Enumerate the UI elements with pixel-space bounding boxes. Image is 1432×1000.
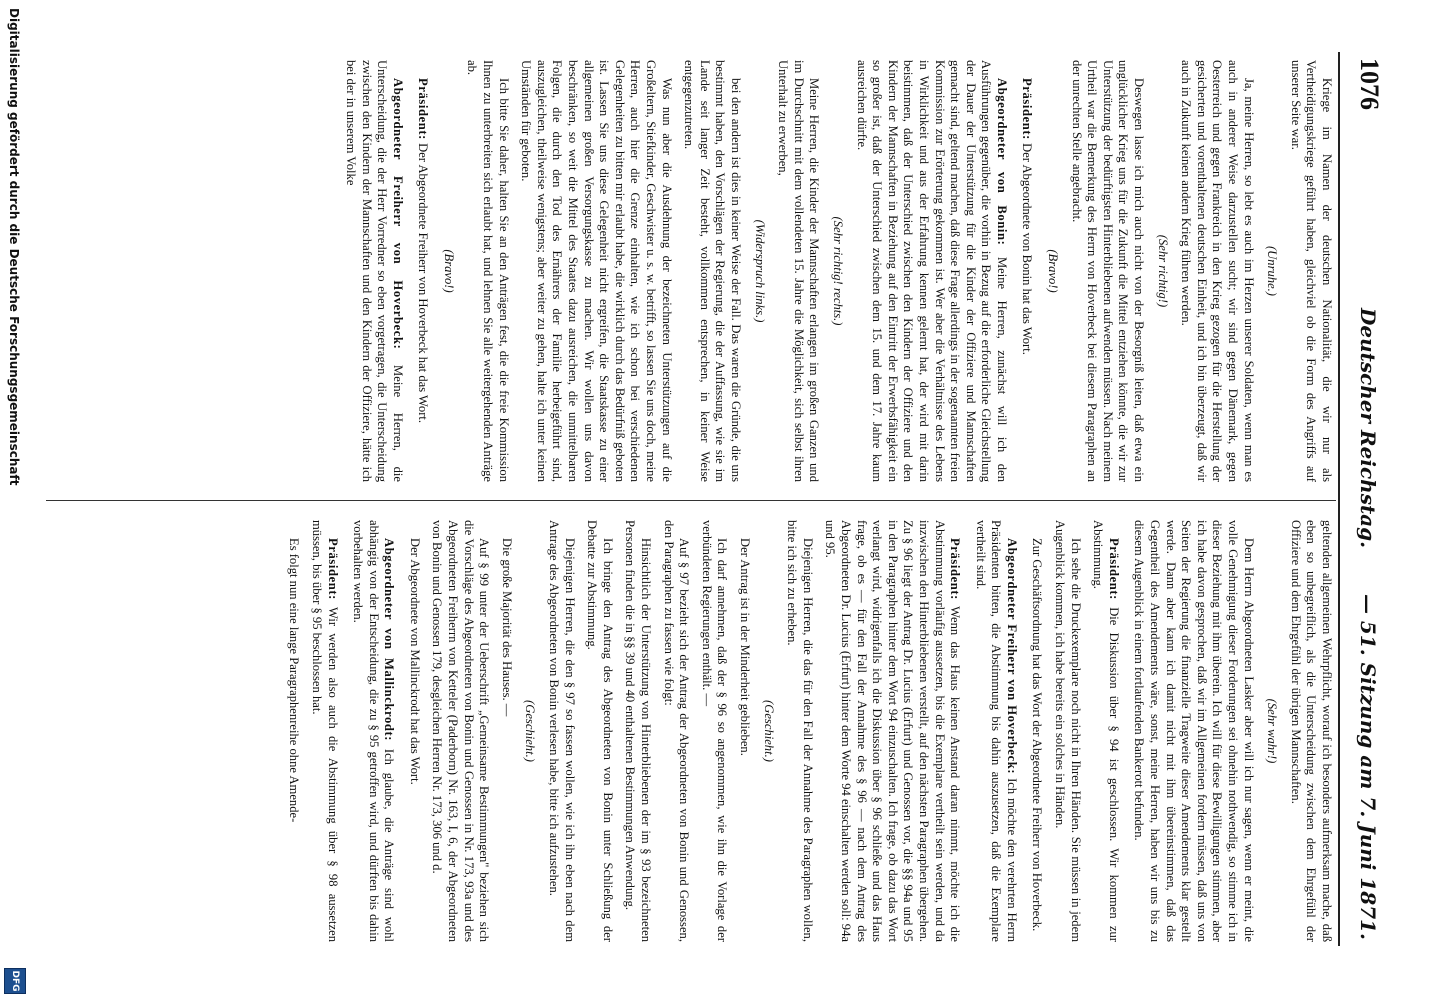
speech-paragraph	[350, 520, 397, 942]
body-paragraph: Diejenigen Herren, die das für den Fall der Annahme des Paragraphen wollen, bitte ich sich zu erheben.	[785, 520, 815, 942]
speaker-name: Abgeordneter von Bonin:	[994, 78, 1009, 246]
speech-paragraph	[853, 60, 1009, 482]
body-paragraph: Dem Herrn Abgeordneten Lasker aber will ich nur sagen, wenn er meint, die volle Genehmigung dieser Forderungen sei ohnehin nothwendig, so stimme ich in dieser Beziehung mit ihm überein. Ich will für diese Bewilligungen stimmen, aber ich habe davon gesprochen, daß wir im Allgemeinen fordern müssen, daß uns von Seiten der Regierung die finanzielle Tragweite dieser Amendements klar gestellt werde. Dann aber kann ich damit nicht mit ihm übereinstimmen, daß das Gegentheil des Amendements wäre, sonst, meine Herren, haben wir uns bis zu diesem Augenblick in einem fortlaufenden Bankerott befunden.	[1132, 520, 1256, 942]
body-paragraph: Auf § 99 unter der Ueberschrift „Gemeinsame Bestimmungen" beziehen sich die Vorschläge des Abgeordneten von Bonin und Genossen in Nr. 173, 93a und des Abgeordneten Freiherrn von Ketteler (Paderborn) Nr. 163, I, 6, der Abgeordneten von Bonin und Genossen 179, desgleichen Herren Nr. 173, 306 und d.	[430, 520, 492, 942]
body-paragraph: Hinsichtlich der Unterstützung von Hinterbliebenen der im § 93 bezeichneten Personen finden die in §§ 39 und 40 enthaltenen Bestimmungen Anwendung.	[623, 520, 654, 942]
body-paragraph: bei den andern ist dies in keiner Weise der Fall. Das waren die Gründe, die uns bestimmt haben, den Vorschlägen der Regierung, die der Auffassung, wie sie im Lande seit langer Zeit besteht, vollkommen entsprechen, in keiner Weise entgegenzutreten.	[682, 60, 743, 482]
body-paragraph: Ja, meine Herren, so lebt es auch im Herzen unserer Soldaten, wenn man es auch in anderer Weise darzustellen sucht; wir sind gegen Dänemark, gegen Oesterreich und gegen Frankreich in den Krieg gezogen für die Herstellung der gesicherten und vorenthaltenen deutschen Einheit, und ich bin überzeugt, daß wir auch in Zukunft keinen andern Krieg führen werden.	[1179, 60, 1256, 482]
speaker-name: Präsident:	[948, 538, 963, 600]
body-paragraph: Es folgt nun eine lange Paragraphenreihe ohne Amende-	[287, 538, 302, 823]
body-paragraph: Der Abgeordnete von Mallinckrodt hat das Wort.	[407, 538, 422, 785]
body-paragraph: Ich darf annehmen, daß der § 96 so angenommen, wie ihn die Vorlage der verbündeten Regierungen enthält. —	[699, 520, 730, 942]
speech-paragraph	[1019, 60, 1035, 482]
stage-direction: (Geschieht.)	[761, 700, 776, 762]
speech-paragraph	[308, 520, 339, 942]
speech-text: Der Abgeordnete von Bonin hat das Wort.	[1020, 139, 1035, 355]
speaker-name: Präsident:	[416, 78, 431, 140]
body-paragraph: Kriege im Namen der deutschen Nationalität, die wir nur als Vertheidigungskriege geführt haben, gleichviel ob die Form des Angriffs auf unserer Seite war.	[1288, 60, 1334, 482]
column-divider	[46, 500, 1336, 501]
page-date: — 51. Sitzung am 7. Juni 1871.	[1356, 593, 1380, 940]
body-paragraph: Meine Herren, die Kinder der Mannschaften erlangen im großen Ganzen und im Durchschnitt mit dem vollendeten 15. Jahre die Möglichkeit, sich selbst ihren Unterhalt zu erwerben,	[776, 60, 822, 482]
stage-direction: (Geschieht.)	[523, 700, 538, 762]
body-paragraph: Die große Majorität des Hauses. —	[499, 538, 514, 717]
speech-text: Der Abgeordnete Freiherr von Hoverbeck hat das Wort.	[416, 139, 431, 424]
speaker-name: Abgeordneter von Mallinckrodt:	[382, 538, 397, 742]
speech-text: Ich möchte den verehrten Herrn Präsidenten bitten, die Abstimmung bis dahin auszusetzen, daß die Exemplare vertheilt sind.	[973, 520, 1019, 942]
stage-direction: (Sehr wahr!)	[1265, 698, 1280, 764]
speech-text: Wir werden also auch die Abstimmung über § 98 aussetzen müssen, bis über § 95 beschlossen hat.	[309, 520, 340, 942]
speaker-name: Präsident:	[1020, 78, 1035, 140]
speech-text: Meine Herren, zunächst will ich den Ausführungen gegenüber, die vorhin in Bezug auf die erforderliche Gleichstellung der Dauer der Unterstützung für die Kinder der Offiziere und Mannschaften gemacht sind, geltend machen, daß diese Frage allerdings in der sogenannten freien Kommission zur Erörterung gekommen ist. Wer aber die Verhältnisse des Lebens in Wirklichkeit und aus der Erfahrung kennen gelernt hat, der wird mit darin beistimmen, daß der Unterschied zwischen den Kindern der Offiziere und den Kindern der Mannschaften in Beziehung auf den Eintritt der Erwerbsfähigkeit ein so großer ist, daß der Unterschied zwischen dem 15. und dem 17. Jahre kaum ausreichen dürfte.	[854, 60, 1009, 482]
body-paragraph: Zur Geschäftsordnung hat das Wort der Abgeordnete Freiherr von Hoverbeck.	[1030, 538, 1045, 932]
body-paragraph: Ich sehe die Druckexemplare noch nicht in Ihren Händen. Sie müssen in jedem Augenblick kommen, ich habe bereits ein solches in Händen.	[1053, 520, 1083, 942]
stage-direction: (Unruhe.)	[1265, 245, 1280, 296]
speech-text: Wenn das Haus keinen Anstand daran nimmt, möchte ich die Abstimmung vorläufig aussetzen, bis die Exemplare vertheilt sein werden, und da inzwischen den Hinterbliebenen verstellt, auf den nächsten Paragraphen übergehen. Zu § 96 liegt der Antrag Dr. Lucius (Erfurt) und Genossen vor, die §§ 94a und 95 in den Paragraphen hinter dem Wort 94 einzuschalten. Ich frage, ob dazu das Wort verlangt wird, widrigenfalls ich die Diskussion über § 96 schließe und das Haus frage, ob es — für den Fall der Annahme des § 96 — nach dem Antrag des Abgeordneten Dr. Lucius (Erfurt) hinter dem Worte 94 einschalten werden soll: 94a und 95.	[823, 520, 963, 942]
body-paragraph: geltenden allgemeinen Wehrpflicht, worauf ich besonders aufmerksam mache, daß eben so unbegreiflich, als die Unterscheidung zwischen dem Ehrgefühl der Offiziere und dem Ehrgefühl der übrigen Mannschaften.	[1288, 520, 1334, 942]
stage-direction: (Bravo!)	[1046, 249, 1061, 293]
page-header	[1344, 58, 1390, 940]
page-number: 1076	[1355, 58, 1384, 110]
speech-paragraph	[1090, 520, 1121, 942]
speech-paragraph	[972, 520, 1019, 942]
speech-text: Die Diskussion über § 94 ist geschlossen. Wir kommen zur Abstimmung.	[1091, 520, 1121, 942]
speaker-name: Abgeordneter Freiherr von Hoverbeck:	[1004, 538, 1019, 775]
digitization-note: Digitalisierung gefördert durch die Deutsche Forschungsgemeinschaft	[7, 8, 21, 486]
body-paragraph: Ich bringe den Antrag des Abgeordneten von Bonin unter Schließung der Debatte zur Abstimmung.	[585, 520, 615, 942]
right-column	[279, 520, 1334, 942]
speech-text: Ich glaube, die Anträge sind wohl abhängig von der Entscheidung, die zu § 95 getroffen wird, und dürften bis dahin vorbehalten werden.	[351, 520, 397, 943]
body-paragraph: Auf § 97 bezieht sich der Antrag der Abgeordneten von Bonin und Genossen, den Paragraphen zu fassen wie folgt:	[661, 520, 692, 942]
stage-direction: (Widerspruch links.)	[752, 219, 767, 323]
dfg-logo: DFG	[4, 968, 26, 994]
speech-paragraph	[415, 60, 431, 482]
speaker-name: Abgeordneter Freiherr von Hoverbeck:	[390, 78, 405, 350]
body-paragraph: Deswegen lasse ich mich auch nicht von der Besorgniß leiten, daß etwa ein unglücklicher Krieg uns für die Zukunft die Mittel entziehen könnte, die wir zur Unterstützung der bedürftigsten Hinterbliebenen aufwenden müssen. Nach meinem Urtheil war die Bemerkung des Herrn von Hoverbeck bei diesem Paragraphen an der unrechten Stelle angebracht.	[1069, 60, 1147, 482]
speech-paragraph	[822, 520, 962, 942]
body-paragraph: Diejenigen Herren, die den § 97 so fassen wollen, wie ich ihn eben nach dem Antrage des Abgeordneten von Bonin verlesen habe, bitte ich aufzustehen.	[547, 520, 577, 942]
stage-direction: (Bravo!)	[441, 249, 456, 293]
stage-direction: (Sehr richtig!)	[1155, 234, 1170, 308]
speaker-name: Präsident:	[325, 538, 340, 600]
page-title: Deutscher Reichstag.	[1356, 308, 1380, 549]
body-paragraph: Ich bitte Sie daher, halten Sie an den Anträgen fest, die die freie Kommission Ihnen zu unterbreiten sich erlaubt hat, und lehnen Sie alle weitergehenden Anträge ab.	[465, 60, 511, 482]
speech-paragraph	[342, 60, 404, 482]
stage-direction: (Sehr richtig! rechts.)	[830, 216, 845, 326]
left-column	[335, 60, 1334, 482]
body-paragraph: Was nun aber die Ausdehnung der bezeichneten Unterstützungen auf die Großeltern, Stiefkinder, Geschwister u. s. w. betrifft, so lassen Sie uns doch, meine Herren, auch hier die Grenze einhalten, wie ich schon bei verschiedenen Gelegenheiten zu bitten mir erlaubt habe, die wirklich durch das Bedürfniß geboten ist. Lassen Sie uns diese Gelegenheit nicht ergreifen, die Staatskasse zu einer allgemeinen großen Versorgungskasse zu machen. Wir wollen uns davon beschränken, so weit die Mittel des Staates dazu ausreichen, die unmittelbaren Folgen, die durch den Tod des Ernährers der Familie herbeigeführt sind, auszugleichen, theilweise wenigstens; aber weiter zu gehen, halte ich unter keinen Umständen für geboten.	[519, 60, 674, 482]
body-paragraph: Der Antrag ist in der Minderheit geblieben.	[738, 538, 752, 756]
speech-text: Meine Herren, die Unterscheidung, die der Herr Vorredner so eben vorgetragen, die Unterscheidung zwischen den Kindern der Mannschaften und den Kindern der Offiziere, hätte ich bei der in unserem Volke	[343, 60, 405, 482]
speaker-name: Präsident:	[1106, 538, 1121, 600]
header-rule	[1338, 52, 1340, 946]
